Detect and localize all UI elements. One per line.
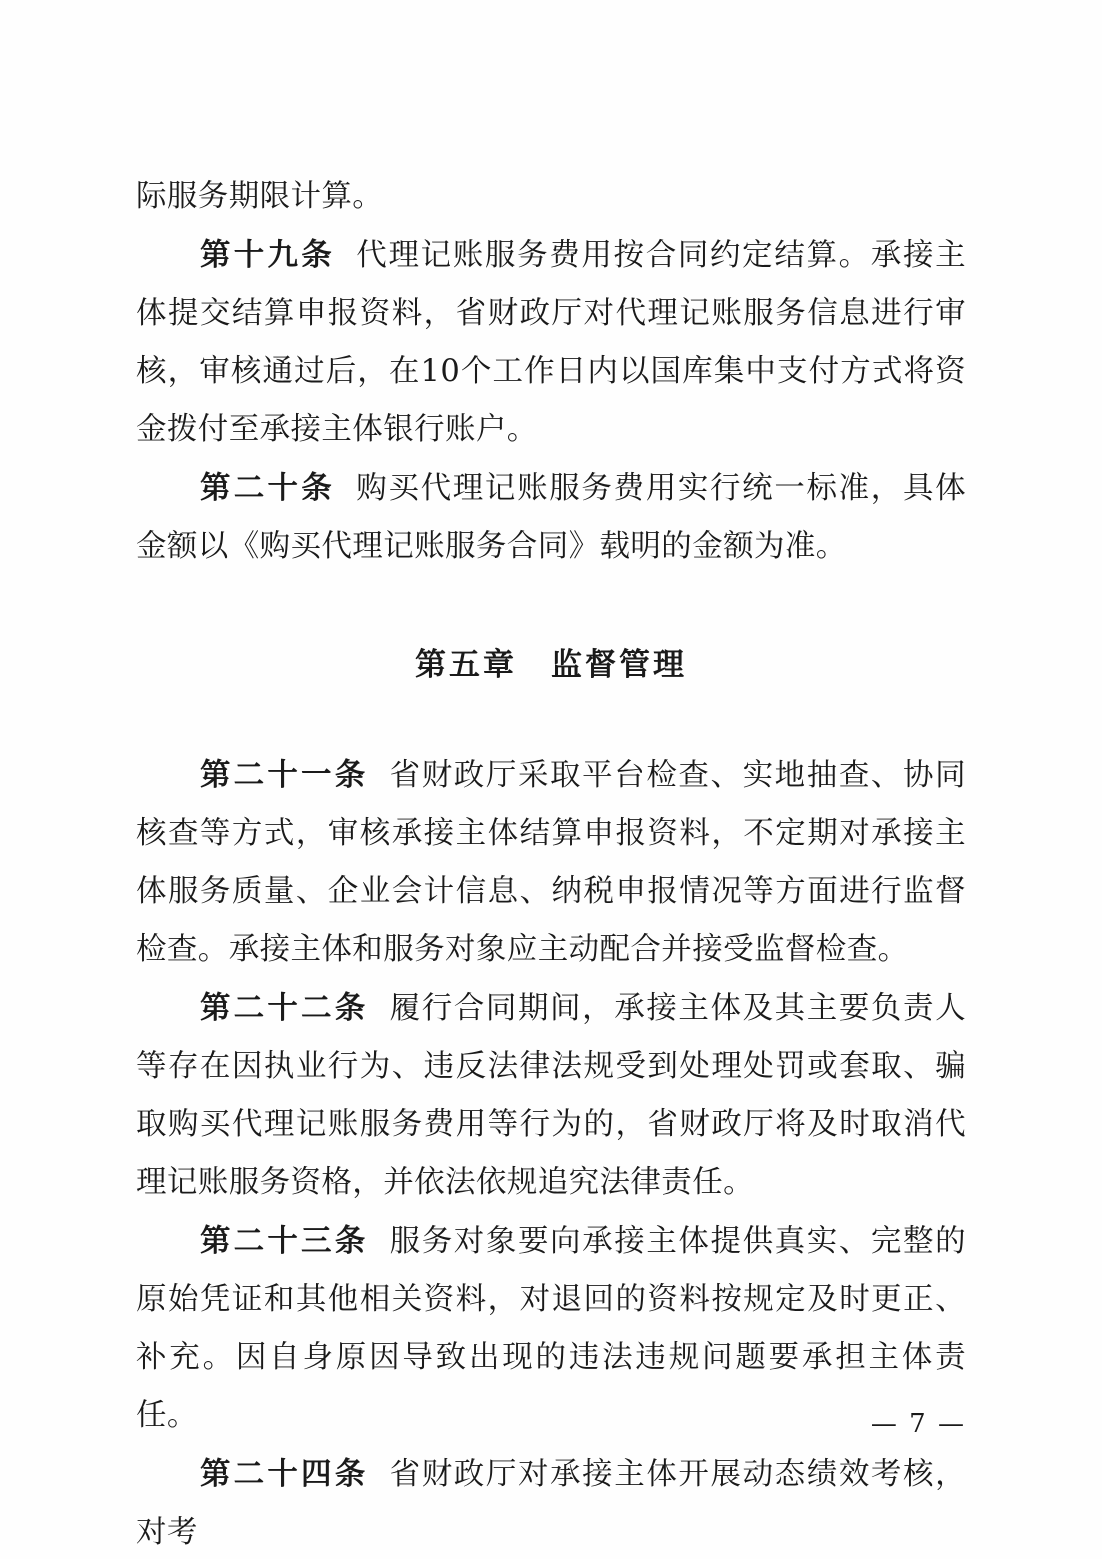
article-22-text: 履行合同期间，承接主体及其主要负责人等存在因执业行为、违反法律法规受到处理处罚或套取、骗取购买代理记账服务费用等行为的，省财政厅将及时取消代理记账服务资格，并依法依规追究法律责任。 xyxy=(136,991,966,1200)
article-24-text: 省财政厅对承接主体开展动态绩效考核，对考 xyxy=(136,1457,966,1550)
article-20-label: 第二十条 xyxy=(200,470,336,506)
article-19-label: 第十九条 xyxy=(200,237,336,273)
article-19-text: 代理记账服务费用按合同约定结算。承接主体提交结算申报资料，省财政厅对代理记账服务信息进行审核，审核通过后，在10个工作日内以国库集中支付方式将资金拨付至承接主体银行账户。 xyxy=(136,238,966,447)
paragraph-continuation xyxy=(136,168,966,226)
article-23-text: 服务对象要向承接主体提供真实、完整的原始凭证和其他相关资料，对退回的资料按规定及时更正、补充。因自身原因导致出现的违法违规问题要承担主体责任。 xyxy=(136,1224,966,1433)
article-21-label: 第二十一条 xyxy=(200,757,369,793)
article-23-label: 第二十三条 xyxy=(200,1223,369,1259)
chapter-name: 监督管理 xyxy=(551,647,687,683)
article-24 xyxy=(136,1445,966,1559)
article-20 xyxy=(136,459,966,576)
article-19 xyxy=(136,226,966,459)
article-21-text: 省财政厅采取平台检查、实地抽查、协同核查等方式，审核承接主体结算申报资料，不定期对承接主体服务质量、企业会计信息、纳税申报情况等方面进行监督检查。承接主体和服务对象应主动配合并接受监督检查。 xyxy=(136,758,966,967)
article-20-text: 购买代理记账服务费用实行统一标准，具体金额以《购买代理记账服务合同》载明的金额为准。 xyxy=(136,471,966,564)
chapter-heading xyxy=(136,636,966,694)
article-24-label: 第二十四条 xyxy=(200,1456,369,1492)
page-content xyxy=(136,168,966,1559)
page-number: — 7 — xyxy=(870,1409,966,1439)
chapter-number: 第五章 xyxy=(415,647,517,683)
section-spacer-top xyxy=(136,576,966,636)
article-22-label: 第二十二条 xyxy=(200,990,369,1026)
article-21 xyxy=(136,746,966,979)
paragraph-text: 际服务期限计算。 xyxy=(136,179,384,214)
section-spacer-bottom xyxy=(136,694,966,746)
article-23 xyxy=(136,1212,966,1445)
article-22 xyxy=(136,979,966,1212)
